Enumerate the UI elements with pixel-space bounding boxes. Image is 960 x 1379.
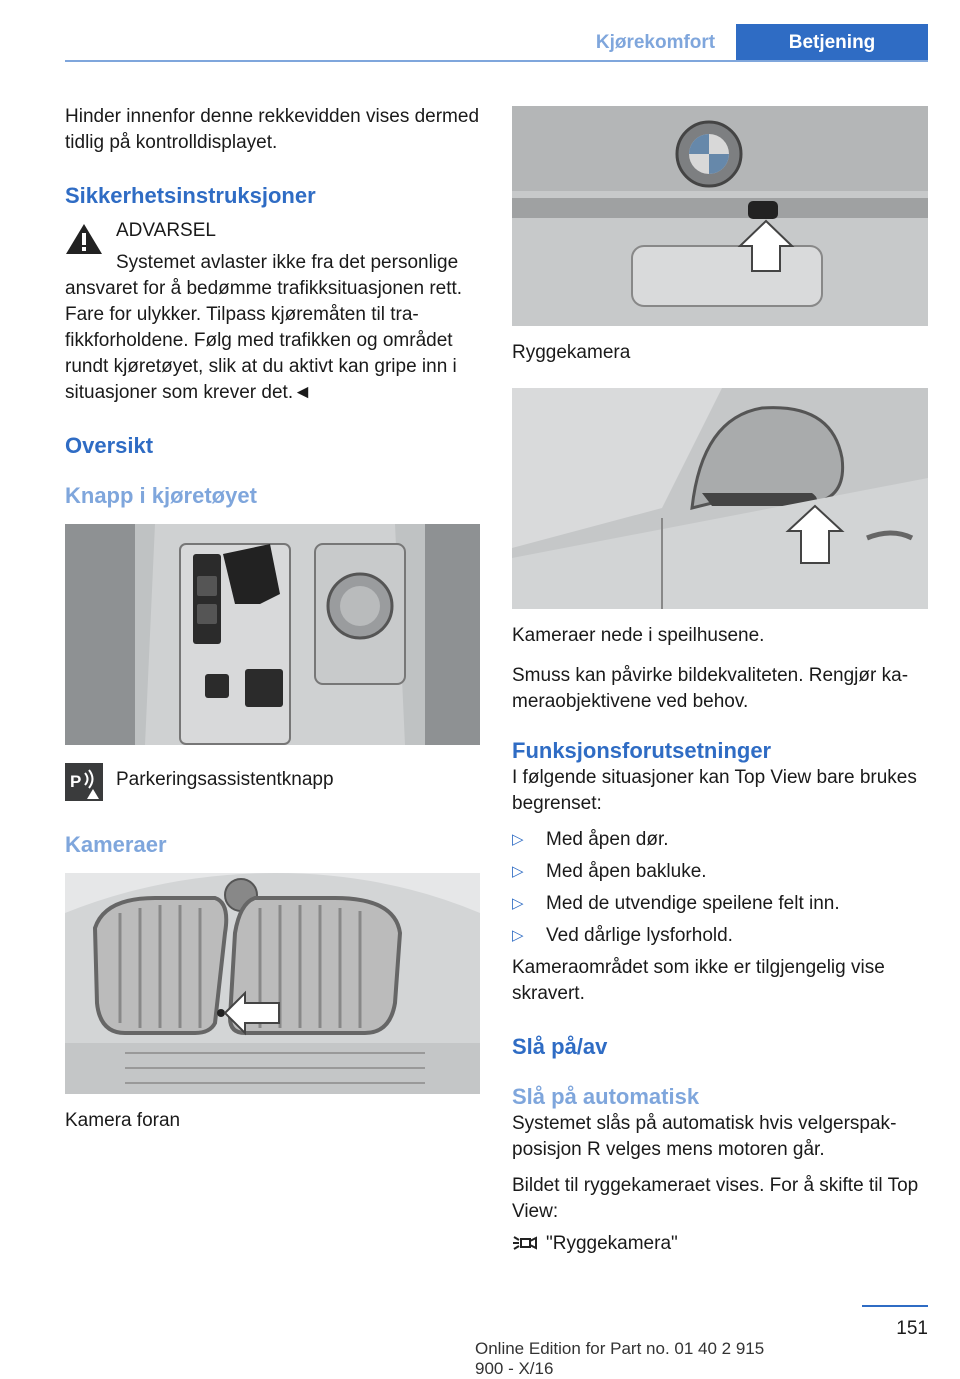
safety-heading: Sikkerhetsinstruksjoner [65, 183, 316, 208]
onoff-heading: Slå på/av [512, 1034, 608, 1059]
unavailable-note: Kameraområdet som ikke er tilgjengelig vise skravert. [512, 957, 885, 1004]
warning-text: ansvaret for å bedømme trafikksituasjonen rett. Fare for ulykker. Tilpass kjøremåten til trafikkforholdene. Følg med trafikken og området rundt kjøretøyet, slik at du aktivt kan gripe inn i situasjoner som krever det.◄ [65, 278, 463, 403]
active-section-tab: Betjening [736, 24, 928, 62]
left-column [65, 100, 480, 1134]
list-item-text: Med åpen dør. [546, 829, 669, 850]
button-heading: Knapp i kjøretøyet [65, 483, 257, 508]
dirt-note: Smuss kan påvirke bildekvaliteten. Rengjør kameraobjektivene ved behov. [512, 665, 909, 712]
list-item-text: Med de utvendige speilene felt inn. [546, 893, 840, 914]
list-item [512, 827, 928, 853]
parking-assistant-icon [65, 763, 103, 801]
rear-camera-photo [512, 106, 928, 326]
list-item [512, 891, 928, 917]
front-camera-caption: Kamera foran [65, 1110, 181, 1131]
button-caption-row [65, 763, 480, 801]
list-item-text: Med åpen bakluke. [546, 861, 707, 882]
bullet-triangle-icon: ▷ [512, 831, 524, 848]
switch-text: Bildet til ryggekameraet vises. For å skifte til Top View: [512, 1175, 919, 1222]
edition-line: Online Edition for Part no. 01 40 2 915 900 - X/16 [475, 1339, 765, 1378]
rear-camera-icon [512, 1233, 538, 1255]
bullet-triangle-icon: ▷ [512, 895, 524, 912]
list-item [512, 923, 928, 949]
conditions-list [512, 827, 928, 949]
mirror-camera-photo [512, 388, 928, 609]
intro-text: Hinder innenfor denne rekkevidden vises dermed tidlig på kontrolldisplayet. [65, 106, 480, 153]
list-item-text: Ved dårlige lysforhold. [546, 925, 733, 946]
button-caption: Parkeringsassistentknapp [116, 769, 334, 790]
auto-text: Systemet slås på automatisk hvis velgerspakposisjon R velges mens motoren går. [512, 1113, 897, 1160]
list-item [512, 859, 928, 885]
bullet-triangle-icon: ▷ [512, 863, 524, 880]
center-console-photo [65, 524, 480, 745]
rear-camera-menu-row [512, 1231, 928, 1257]
conditions-heading: Funksjonsforutsetninger [512, 738, 772, 763]
footer-rule [862, 1305, 928, 1307]
page-number: 151 [896, 1318, 928, 1339]
conditions-intro: I følgende situasjoner kan Top View bare brukes begrenset: [512, 767, 917, 814]
auto-heading: Slå på automatisk [512, 1084, 700, 1109]
svg-text:P: P [70, 772, 82, 791]
warning-block [65, 218, 480, 406]
warning-label: ADVARSEL [116, 220, 216, 241]
section-tab: Kjørekomfort [595, 32, 716, 53]
warning-triangle-icon [65, 222, 103, 256]
right-column [512, 100, 928, 1257]
cameras-heading: Kameraer [65, 832, 167, 857]
rear-camera-menu-label: "Ryggekamera" [546, 1233, 678, 1254]
bullet-triangle-icon: ▷ [512, 927, 524, 944]
rear-camera-caption: Ryggekamera [512, 342, 631, 363]
warning-text-first-line: Systemet avlaster ikke fra det personlige [116, 252, 459, 273]
header-rule [65, 60, 928, 62]
mirror-caption: Kameraer nede i speilhusene. [512, 625, 765, 646]
overview-heading: Oversikt [65, 433, 154, 458]
front-grille-photo [65, 873, 480, 1094]
